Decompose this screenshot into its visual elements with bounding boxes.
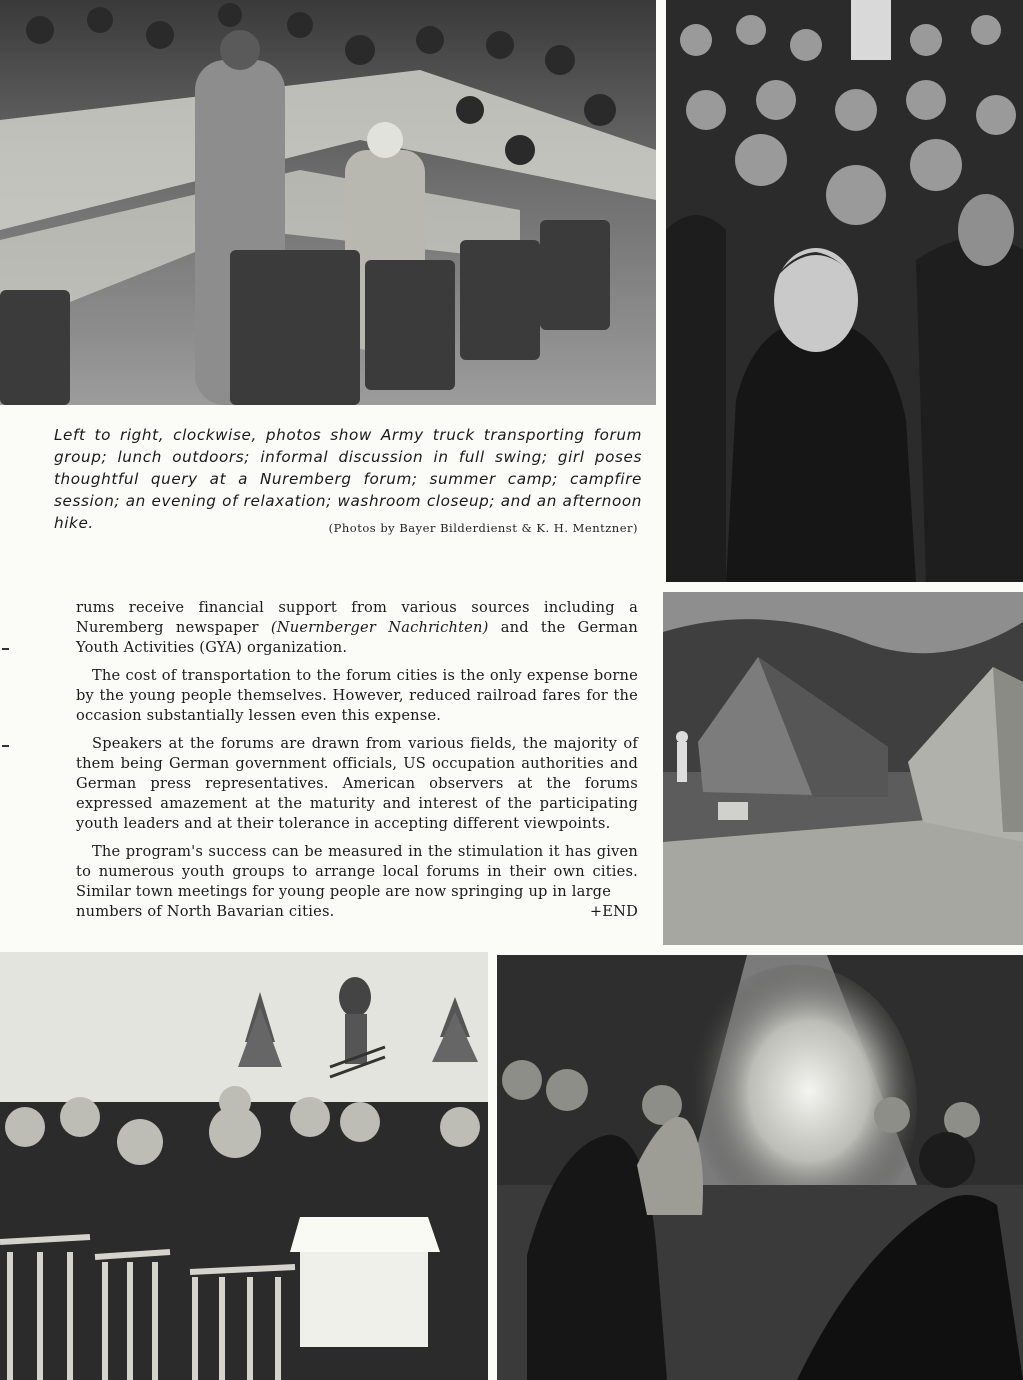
newspaper-name: (Nuernberger Nachrichten) <box>270 619 489 636</box>
photo-evening-relaxation <box>0 952 488 1380</box>
end-mark: +END <box>589 903 638 920</box>
article-paragraph: rums receive financial support from various sources including a Nuremberg newspaper (Nuernberger Nachrichten) and the German Youth Activities (GYA) organization. <box>76 599 638 656</box>
photo-credit: (Photos by Bayer Bilderdienst & K. H. Mentzner) <box>328 521 638 535</box>
photo-summer-camp <box>663 592 1023 945</box>
article-paragraph: The program's success can be measured in the stimulation it has given to numerous youth groups to arrange local forums in their own cities. Similar town meetings for young people are now springing up in large <box>76 843 638 900</box>
photo-forum-audience <box>666 0 1023 582</box>
article-paragraph: Speakers at the forums are drawn from various fields, the majority of them being German government officials, US occupation authorities and German press representatives. American observers at the forums expressed amazement at the maturity and interest of the participating youth leaders and at their tolerance in accepting different viewpoints. <box>76 735 638 832</box>
photo-caption: Left to right, clockwise, photos show Army truck transporting forum group; lunch outdoors; informal discussion in full swing; girl poses thoughtful query at a Nuremberg forum; summer camp; campfire session; an evening of relaxation; washroom closeup; and an afternoon hike. <box>54 426 642 532</box>
photo-lunch-hall <box>0 0 656 405</box>
article-last-line: numbers of North Bavarian cities. +END <box>76 903 638 920</box>
photo-campfire-session <box>497 955 1023 1380</box>
article-paragraph: The cost of transportation to the forum cities is the only expense borne by the young people themselves. However, reduced railroad fares for the occasion substantially lessen even this expense. <box>76 667 638 724</box>
margin-mark <box>2 745 9 747</box>
margin-mark <box>2 648 9 650</box>
article-body <box>76 598 638 922</box>
